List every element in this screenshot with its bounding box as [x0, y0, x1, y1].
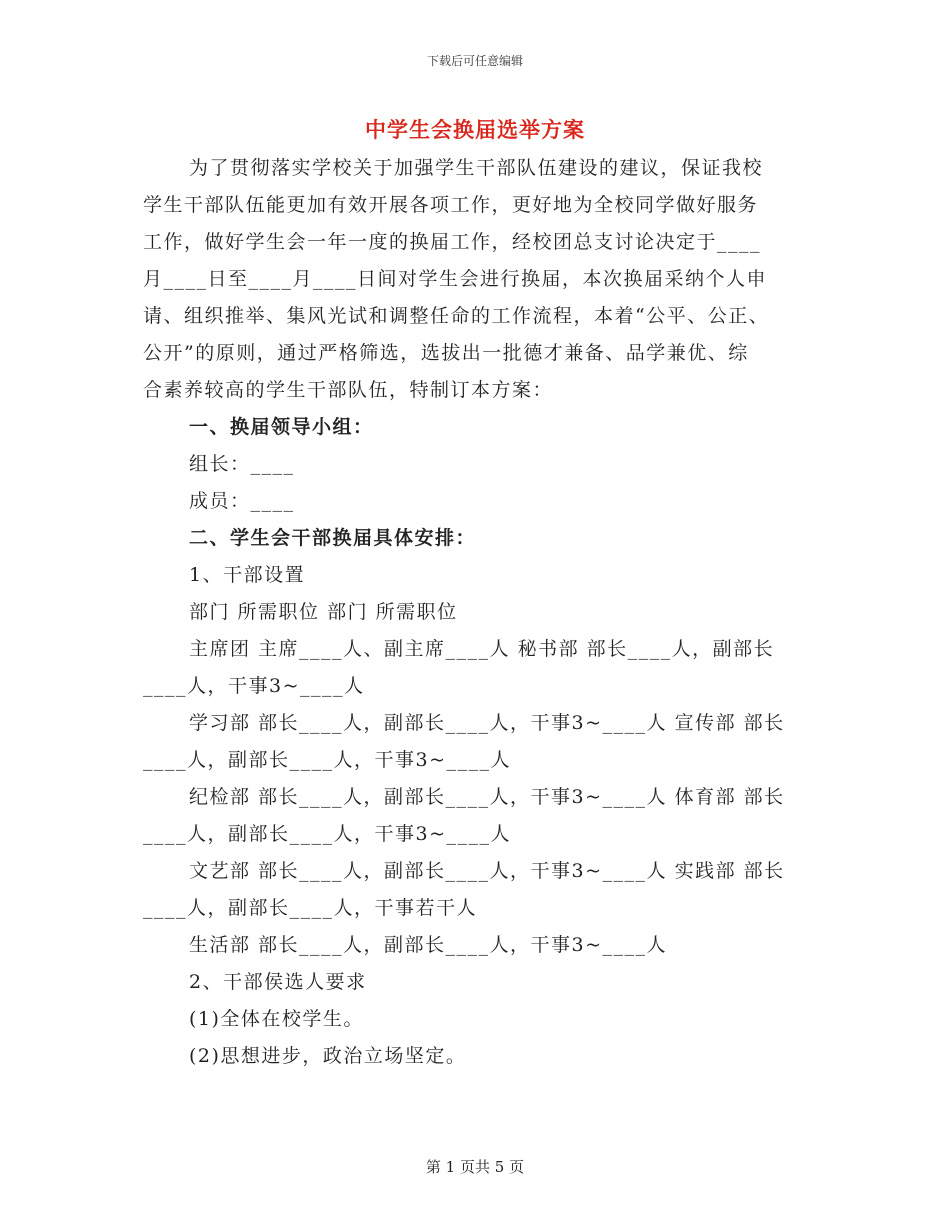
dept-line-4: 文艺部 部长____人，副部长____人，干事3~____人 实践部 部长: [189, 860, 785, 882]
leader-line: 组长：____: [189, 453, 295, 475]
dept-line-1: 主席团 主席____人、副主席____人 秘书部 部长____人，副部长: [189, 638, 775, 660]
intro-line-6: 公开”的原则，通过严格筛选，选拔出一批德才兼备、品学兼优、综: [143, 342, 749, 364]
dept-line-4-cont: ____人，副部长____人，干事若干人: [143, 897, 478, 919]
intro-line-2: 学生干部队伍能更加有效开展各项工作，更好地为全校同学做好服务: [143, 194, 759, 216]
dept-line-3: 纪检部 部长____人，副部长____人，干事3~____人 体育部 部长: [189, 786, 785, 808]
dept-line-3-cont: ____人，副部长____人，干事3~____人: [143, 823, 512, 845]
dept-line-1-cont: ____人，干事3~____人: [143, 675, 365, 697]
requirement-2: (2)思想进步，政治立场坚定。: [189, 1045, 467, 1067]
document-body: [143, 150, 813, 1075]
dept-header-line: 部门 所需职位 部门 所需职位: [189, 601, 458, 623]
intro-line-3: 工作，做好学生会一年一度的换届工作，经校团总支讨论决定于____: [143, 231, 762, 253]
dept-line-2: 学习部 部长____人，副部长____人，干事3~____人 宣传部 部长: [189, 712, 785, 734]
subheading-1: 1、干部设置: [189, 564, 306, 586]
dept-line-5: 生活部 部长____人，副部长____人，干事3~____人: [189, 934, 668, 956]
section-heading-2: 二、学生会干部换届具体安排：: [189, 527, 477, 549]
page-footer: 第 1 页共 5 页: [425, 1158, 525, 1176]
section-heading-1: 一、换届领导小组：: [189, 416, 374, 438]
subheading-2: 2、干部侯选人要求: [189, 971, 367, 993]
intro-line-7: 合素养较高的学生干部队伍，特制订本方案：: [143, 379, 554, 401]
member-line: 成员：____: [189, 490, 295, 512]
header-note: 下载后可任意编辑: [426, 54, 523, 68]
intro-line-1: 为了贯彻落实学校关于加强学生干部队伍建设的建议，保证我校: [189, 157, 764, 179]
requirement-1: (1)全体在校学生。: [189, 1008, 364, 1030]
intro-line-4: 月____日至____月____日间对学生会进行换届，本次换届采纳个人申: [143, 268, 768, 290]
intro-line-5: 请、组织推举、集风光试和调整任命的工作流程，本着“公平、公正、: [143, 305, 770, 327]
dept-line-2-cont: ____人，副部长____人，干事3~____人: [143, 749, 512, 771]
document-title: 中学生会换届选举方案: [365, 117, 585, 142]
